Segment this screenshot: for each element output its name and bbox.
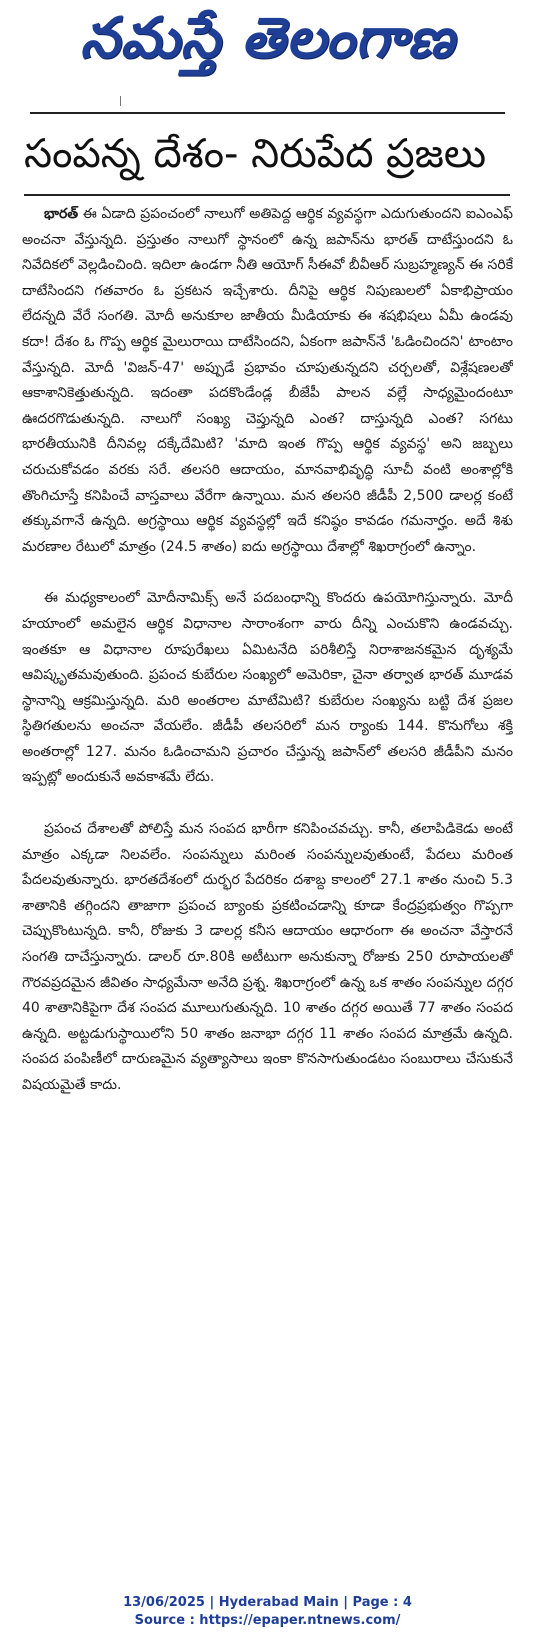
article-paragraph-3: ప్రపంచ దేశాలతో పోలిస్తే మన సంపద భారీగా కనిపించవచ్చు. కానీ, తలాపిడికెడు అంటే మాత్రం ఎక్కడా నిలవలేం. సంపన్నులు మరింత సంపన్నులవుతుంటే, పేదలు మరింత పేదలవుతున్నారు. భారతదేశంలో దుర్భర పేదరికం దశాబ్ద కాలంలో 27.1 శాతం నుంచి 5.3 శాతానికి తగ్గిందని తాజాగా ప్రపంచ బ్యాంకు ప్రకటించడాన్ని కూడా కేంద్రప్రభుత్వం గొప్పగా చెప్పుకొంటున్నది. కానీ, రోజుకు 3 డాలర్ల కనీస ఆదాయం ఆధారంగా ఈ అంచనా వేస్తారనే సంగతి దాచేస్తున్నారు. డాలర్ రూ.80కి అటీటుగా అనుకున్నా రోజుకు 250 రూపాయలతో గౌరవప్రదమైన జీవితం సాధ్యమేనా అనేది ప్రశ్న. శిఖరాగ్రంలో ఉన్న ఒక శాతం సంపన్నుల దగ్గర 40 శాతానికిపైగా దేశ సంపద మూలుగుతున్నది. 10 శాతం దగ్గర అయితే 77 శాతం సంపద ఉన్నది. అట్టడుగుస్థాయిలోని 50 శాతం జనాభా దగ్గర 11 శాతం సంపద మాత్రమే ఉన్నది. సంపద పంపిణీలో దారుణమైన వ్యత్యాసాలు ఇంకా కొనసాగుతుండటం సంబురాలు చేసుకునే విషయమైతే కాదు. bbox=[22, 821, 513, 1093]
article-paragraph-2: ఈ మధ్యకాలంలో మోదీనామిక్స్ అనే పదబంధాన్ని కొందరు ఉపయోగిస్తున్నారు. మోదీ హయాంలో అమలైన ఆర్థిక విధానాల సారాంశంగా వారు దీన్ని ఎంచుకొని ఉండవచ్చు. ఇంతకూ ఆ విధానాల రూపురేఖలు ఏమిటనేది పరిశీలిస్తే నిరాశాజనకమైన దృశ్యమే ఆవిష్కృతమవుతుంది. ప్రపంచ కుబేరుల సంఖ్యలో అమెరికా, చైనా తర్వాత భారత్ మూడవ స్థానాన్ని ఆక్రమిస్తున్నది. మరి అంతరాల మాటేమిటి? కుబేరుల సంఖ్యను బట్టి దేశ ప్రజల స్థితిగతులను అంచనా వేయలేం. జీడీపీ తలసరిలో మన ర్యాంకు 144. కొనుగోలు శక్తి అంతరాల్లో 127. మనం ఓడించామని ప్రచారం చేస్తున్న జపాన్‌లో తలసరి జీడీపీని మనం ఇప్పట్లో అందుకునే అవకాశమే లేదు. bbox=[22, 590, 513, 786]
edition-info: 13/06/2025 | Hyderabad Main | Page : 4 bbox=[123, 1595, 412, 1610]
masthead-divider bbox=[30, 112, 505, 114]
masthead-tick-mark bbox=[120, 96, 121, 106]
newspaper-logo: నమస్తే తెలంగాణ bbox=[80, 5, 455, 71]
headline-divider bbox=[24, 194, 510, 196]
article-paragraph-1 bbox=[22, 202, 513, 560]
article-headline: సంపన్న దేశం- నిరుపేద ప్రజలు bbox=[24, 131, 487, 177]
source-link[interactable]: Source : https://epaper.ntnews.com/ bbox=[134, 1613, 401, 1628]
page-footer bbox=[0, 1594, 535, 1630]
lead-word: భారత్ bbox=[44, 206, 79, 222]
masthead bbox=[0, 0, 535, 90]
article-body bbox=[22, 202, 513, 1562]
paragraph-1-text: ఈ ఏడాది ప్రపంచంలో నాలుగో అతిపెద్ద ఆర్థిక వ్యవస్థగా ఎదుగుతుందని ఐఎంఎఫ్ అంచనా వేస్తున్నది. ప్రస్తుతం నాలుగో స్థానంలో ఉన్న జపాన్‌ను భారత్ దాటేస్తుందని ఓ నివేదికలో వెల్లడించింది. ఇదిలా ఉండగా నీతి ఆయోగ్ సీఈవో బీవీఆర్ సుబ్రహ్మణ్యన్ ఈ సరికే దాటేసిందని గతవారం ఓ ప్రకటన ఇచ్చేశారు. దీనిపై ఆర్థిక నిపుణులలో ఏకాభిప్రాయం లేదన్నది వేరే సంగతి. మోదీ అనుకూల జాతీయ మీడియాకు ఈ శషభిషలు ఏమీ ఉండవు కదా! దేశం ఓ గొప్ప ఆర్థిక మైలురాయి దాటేసిందని, ఏకంగా జపాన్‌నే 'ఓడించిందని' టాంటాం వేస్తున్నది. మోదీ 'విజన్-47' అప్పుడే ప్రభావం చూపుతున్నదని చర్చలతో, విశ్లేషణలతో ఆకాశానికెత్తుతున్నది. ఇదంతా పదకొండేండ్ల బీజేపీ పాలన వల్లే సాధ్యమైందంటూ ఊదరగొడుతున్నది. నాలుగో సంఖ్య చెప్తున్నది ఎంత? దాస్తున్నది ఎంత? సగటు భారతీయునికి దీనివల్ల దక్కేదేమిటి? 'మాది ఇంత గొప్ప ఆర్థిక వ్యవస్థ' అని జబ్బలు చరుచుకోవడం వరకు సరే. తలసరి ఆదాయం, మానవాభివృద్ధి సూచీ వంటి అంశాల్లోకి తొంగిచూస్తే కనిపించే వాస్తవాలు వేరేగా ఉన్నాయి. మన తలసరి జీడీపీ 2,500 డాలర్ల కంటే తక్కువగానే ఉన్నది. అగ్రస్థాయి ఆర్థిక వ్యవస్థల్లో ఇదే కనిష్ఠం కావడం గమనార్హం. అదే శిశు మరణాల రేటులో మాత్రం (24.5 శాతం) ఐదు అగ్రస్థాయి దేశాల్లో శిఖరాగ్రంలో ఉన్నాం. bbox=[22, 206, 513, 555]
